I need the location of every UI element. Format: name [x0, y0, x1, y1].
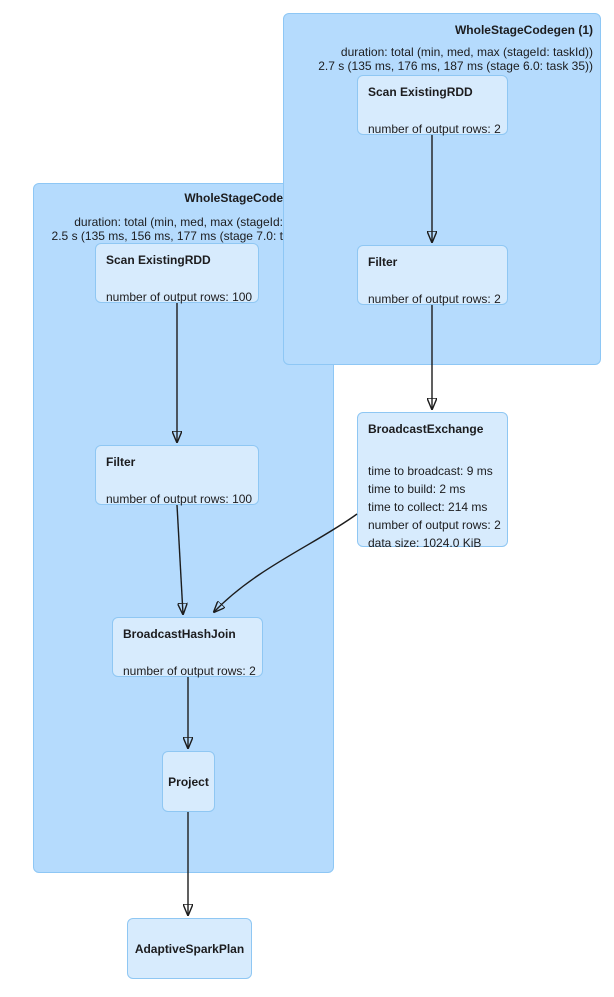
node-metric: time to broadcast: 9 ms	[368, 464, 493, 478]
node-filter-1[interactable]	[357, 245, 508, 305]
cluster-duration-line: duration: total (min, med, max (stageId: taskId))	[340, 45, 593, 59]
node-metric: data size: 1024.0 KiB	[368, 536, 482, 550]
cluster-title: WholeStageCode	[184, 191, 283, 205]
node-title: Scan ExistingRDD	[106, 253, 211, 267]
node-broadcast-hash-join[interactable]	[112, 617, 263, 677]
node-metric: time to build: 2 ms	[368, 482, 466, 496]
node-metric: number of output rows: 2	[368, 292, 501, 306]
node-project[interactable]	[162, 751, 215, 812]
node-title: BroadcastExchange	[368, 422, 484, 436]
cluster-title: WholeStageCodegen (1)	[454, 23, 593, 37]
node-metric: number of output rows: 2	[368, 518, 501, 532]
cluster-label	[284, 14, 600, 73]
node-metric: number of output rows: 2	[123, 664, 256, 678]
cluster-wholestagecodegen-1	[283, 13, 601, 365]
node-scan-existingrdd-1[interactable]	[357, 75, 508, 135]
cluster-duration-line: 2.5 s (135 ms, 156 ms, 177 ms (stage 7.0: t	[51, 229, 283, 243]
node-filter-2[interactable]	[95, 445, 259, 505]
node-metric: number of output rows: 100	[106, 290, 253, 304]
cluster-duration-line: duration: total (min, med, max (stageId:	[74, 215, 283, 229]
node-title: BroadcastHashJoin	[123, 627, 236, 641]
node-adaptive-spark-plan[interactable]	[127, 918, 252, 979]
node-title: Filter	[106, 455, 136, 469]
cluster-duration-line: 2.7 s (135 ms, 176 ms, 187 ms (stage 6.0: task 35))	[318, 59, 593, 73]
node-title: AdaptiveSparkPlan	[134, 941, 245, 956]
node-metric: number of output rows: 100	[106, 492, 253, 506]
node-metric: number of output rows: 2	[368, 122, 501, 136]
node-title: Filter	[368, 255, 398, 269]
node-broadcast-exchange[interactable]	[357, 412, 508, 550]
node-title: Scan ExistingRDD	[368, 85, 473, 99]
node-scan-existingrdd-2[interactable]	[95, 243, 259, 303]
node-title: Project	[168, 774, 209, 789]
node-metric: time to collect: 214 ms	[368, 500, 488, 514]
